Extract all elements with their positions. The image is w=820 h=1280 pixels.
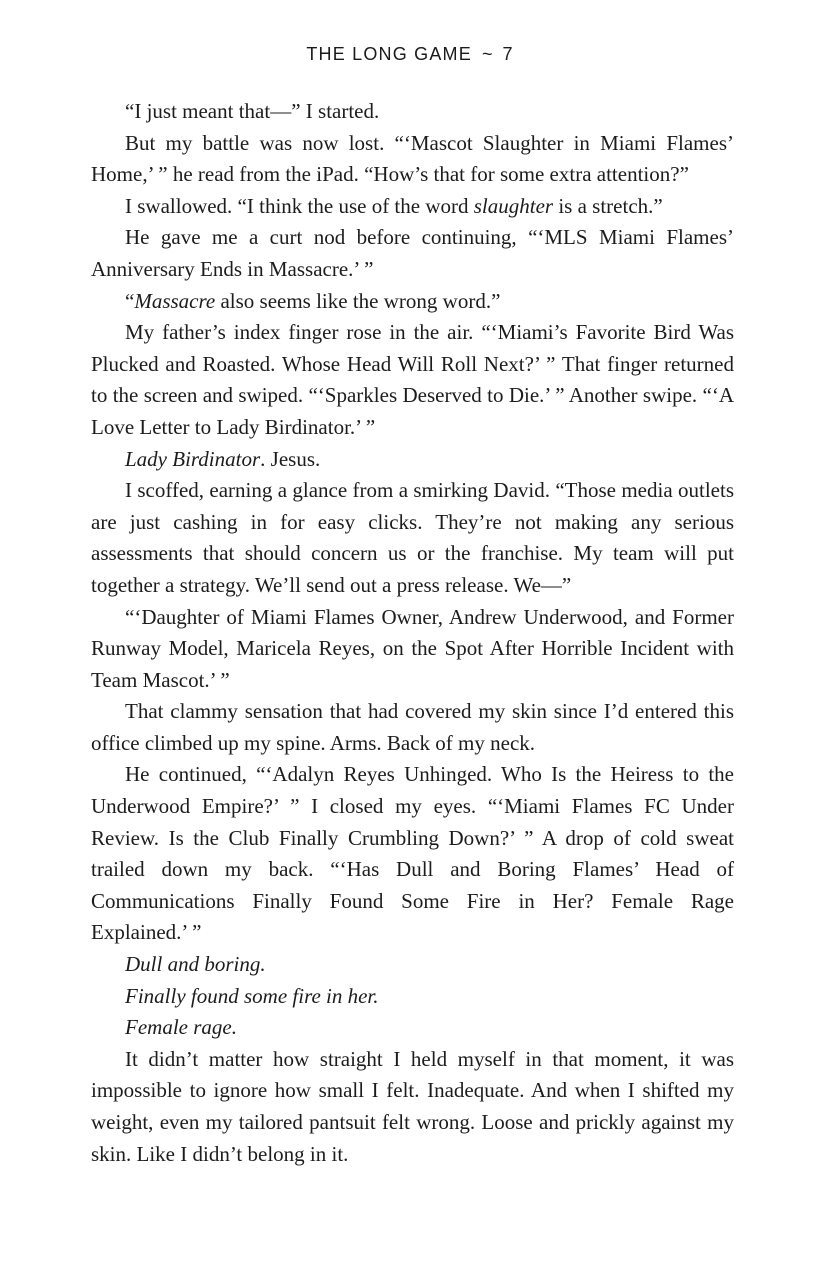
paragraph: That clammy sensation that had covered my skin since I’d entered this office climbed up my spine. Arms. Back of my neck. [91,699,734,755]
emphasis-text: Massacre [134,288,216,313]
paragraph [91,444,734,476]
paragraph: He gave me a curt nod before continuing, “‘MLS Miami Flames’ Anniversary Ends in Massacre.’ ” [91,225,734,281]
paragraph: He continued, “‘Adalyn Reyes Unhinged. Who Is the Heiress to the Underwood Empire?’ ” I closed my eyes. “‘Miami Flames FC Under Review. Is the Club Finally Crumbling Down?’ ” A drop of cold sweat trailed down my back. “‘Has Dull and Boring Flames’ Head of Communications Finally Found Some Fire in Her? Female Rage Explained.’ ” [91,762,734,945]
text-run: I swallowed. “I think the use of the word [125,193,474,218]
emphasis-text: Lady Birdinator [125,446,261,471]
running-head [0,44,820,65]
page-number: 7 [502,44,514,64]
book-title: THE LONG GAME [306,44,472,64]
paragraph: But my battle was now lost. “‘Mascot Slaughter in Miami Flames’ Home,’ ” he read from the iPad. “How’s that for some extra attention?” [91,130,734,187]
paragraph: It didn’t matter how straight I held myself in that moment, it was impossible to ignore how small I felt. Inadequate. And when I shifted my weight, even my tailored pantsuit felt wrong. Loose and prickly against my skin. Like I didn’t belong in it. [91,1046,734,1166]
text-run: . Jesus. [260,446,321,471]
paragraph: “I just meant that—” I started. [125,99,380,123]
paragraph [91,286,734,318]
header-separator: ~ [481,44,493,64]
emphasis-text: slaughter [473,193,554,218]
body-text [91,96,734,1170]
text-run: also seems like the wrong word.” [215,288,501,313]
text-run: “ [125,288,135,313]
paragraph: “‘Daughter of Miami Flames Owner, Andrew Underwood, and Former Runway Model, Maricela Reyes, on the Spot After Horrible Incident with Team Mascot.’ ” [91,604,734,692]
italic-paragraph: Dull and boring. [125,952,266,977]
paragraph: My father’s index finger rose in the air. “‘Miami’s Favorite Bird Was Plucked and Roasted. Whose Head Will Roll Next?’ ” That finger returned to the screen and swiped. “‘Sparkles Deserved to Die.’ ” Another swipe. “‘A Love Letter to Lady Birdinator.’ ” [91,320,734,439]
text-run: is a stretch.” [553,193,663,218]
italic-paragraph: Female rage. [125,1015,237,1040]
paragraph [91,191,734,223]
italic-paragraph: Finally found some fire in her. [125,983,379,1008]
paragraph: I scoffed, earning a glance from a smirking David. “Those media outlets are just cashing in for easy clicks. They’re not making any serious assessments that should concern us or the franchise. My team will put together a strategy. We’ll send out a press release. We—” [91,478,734,597]
